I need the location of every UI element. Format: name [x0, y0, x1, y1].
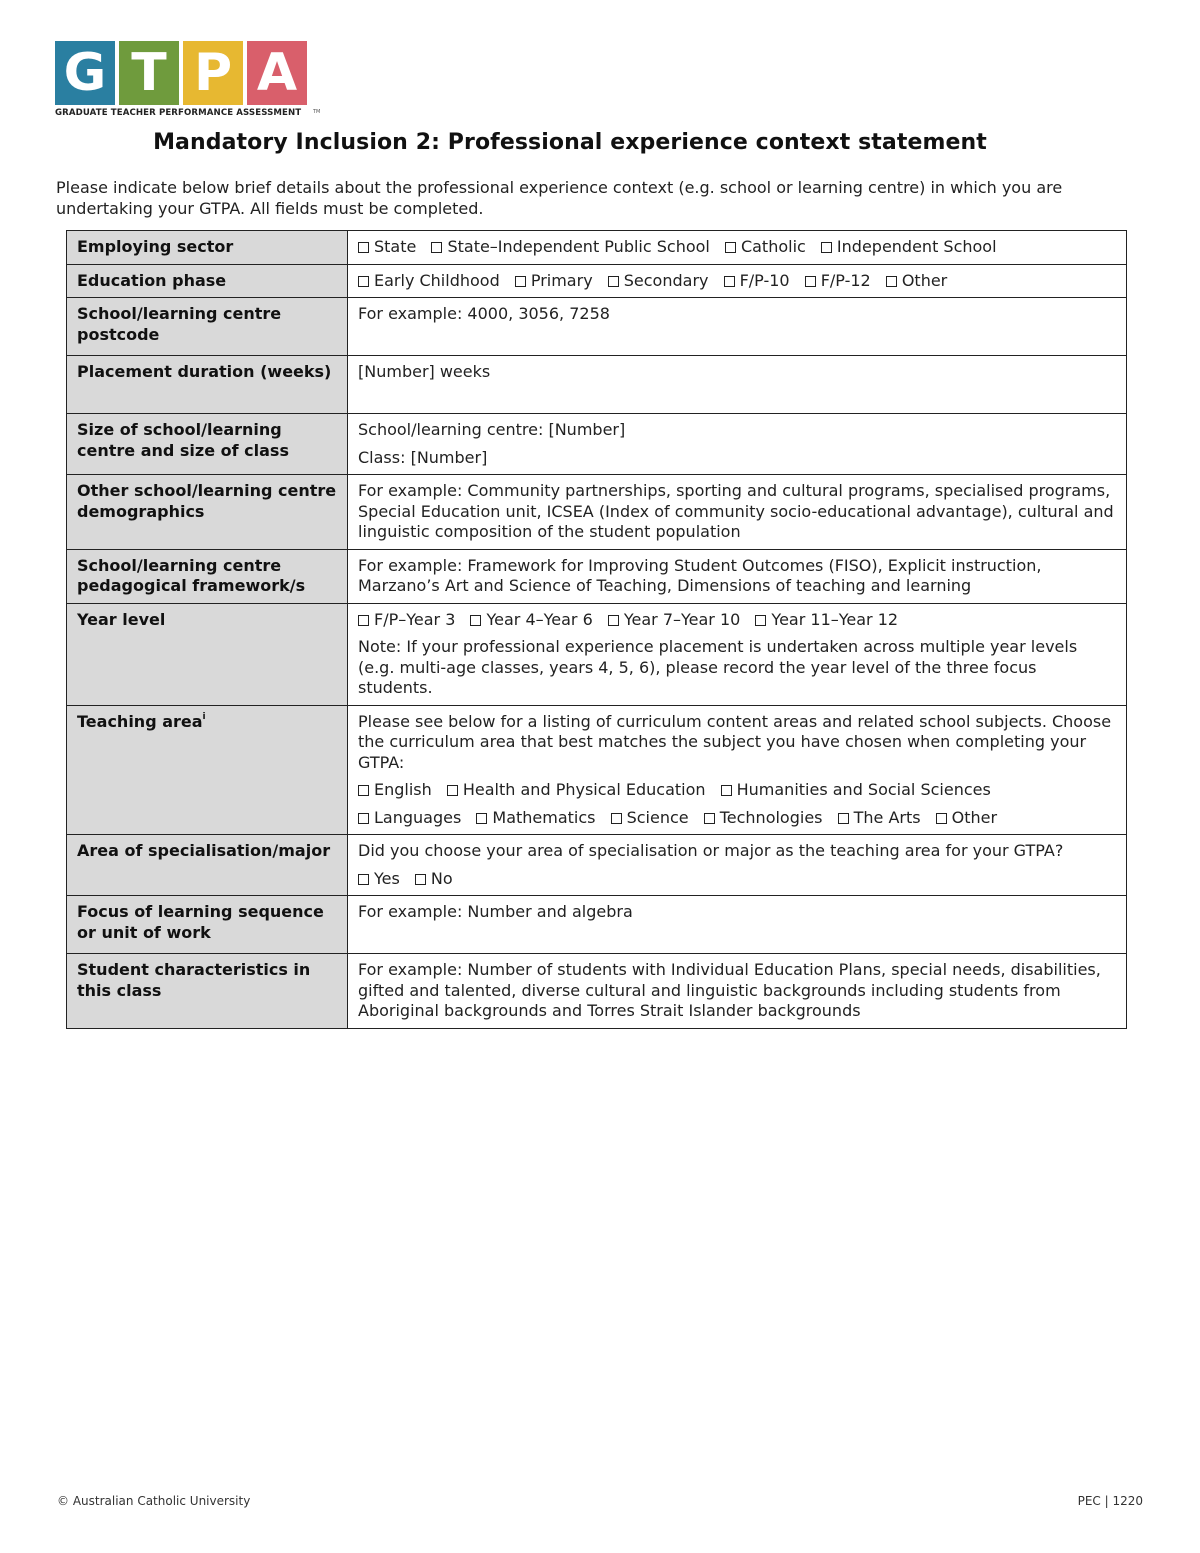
logo-subtitle: GRADUATE TEACHER PERFORMANCE ASSESSMENT: [55, 108, 302, 118]
checkbox-independent[interactable]: Independent School: [821, 237, 997, 258]
checkbox-year11-12[interactable]: Year 11–Year 12: [755, 610, 898, 631]
checkbox-icon: [470, 615, 481, 626]
duration-label: Placement duration (weeks): [67, 356, 348, 414]
checkbox-icon: [886, 276, 897, 287]
checkbox-languages[interactable]: Languages: [358, 808, 461, 829]
checkbox-english[interactable]: English: [358, 780, 432, 801]
size-school-text: School/learning centre: [Number]: [358, 420, 626, 439]
checkbox-fp10[interactable]: F/P-10: [724, 271, 790, 292]
gtpa-logo: [55, 41, 325, 121]
specialisation-label: Area of specialisation/major: [67, 835, 348, 896]
checkbox-no[interactable]: No: [415, 869, 453, 890]
teaching-area-options-row1: [358, 780, 1116, 801]
row-year-level: [67, 603, 1127, 705]
checkbox-icon: [608, 276, 619, 287]
checkbox-icon: [515, 276, 526, 287]
checkbox-icon: [415, 874, 426, 885]
logo-letter-g: G: [55, 41, 115, 105]
page-title: Mandatory Inclusion 2: Professional experience context statement: [153, 130, 987, 155]
footnote-marker: i: [202, 711, 206, 722]
demographics-label: Other school/learning centre demographics: [67, 475, 348, 550]
logo-letter-t: T: [119, 41, 179, 105]
checkbox-icon: [358, 242, 369, 253]
specialisation-options: [358, 869, 1116, 890]
footer-page-code: PEC | 1220: [1077, 1494, 1143, 1508]
row-postcode: [67, 298, 1127, 356]
year-level-label: Year level: [67, 603, 348, 705]
size-class-text: Class: [Number]: [358, 447, 488, 467]
teaching-area-text: Please see below for a listing of curriculum content areas and related school subjects. Choose the curriculum area that best matches the subject you have chosen when completing your GTPA:: [358, 711, 1112, 772]
checkbox-icon: [358, 785, 369, 796]
education-phase-options: [348, 264, 1127, 298]
checkbox-state-independent[interactable]: State–Independent Public School: [431, 237, 709, 258]
education-phase-label: Education phase: [67, 264, 348, 298]
pedagogical-label: School/learning centre pedagogical framework/s: [67, 549, 348, 603]
row-employing-sector: [67, 231, 1127, 265]
checkbox-primary[interactable]: Primary: [515, 271, 593, 292]
checkbox-state[interactable]: State: [358, 237, 416, 258]
checkbox-icon: [476, 813, 487, 824]
year-level-note: Note: If your professional experience placement is undertaken across multiple year levels (e.g. multi-age classes, years 4, 5, 6), please record the year level of the three focus students.: [358, 637, 1078, 697]
checkbox-icon: [936, 813, 947, 824]
checkbox-secondary[interactable]: Secondary: [608, 271, 709, 292]
checkbox-fp12[interactable]: F/P-12: [805, 271, 871, 292]
row-education-phase: [67, 264, 1127, 298]
checkbox-catholic[interactable]: Catholic: [725, 237, 806, 258]
row-size: [67, 414, 1127, 475]
size-label: Size of school/learning centre and size of class: [67, 414, 348, 475]
checkbox-mathematics[interactable]: Mathematics: [476, 808, 595, 829]
employing-sector-label: Employing sector: [67, 231, 348, 265]
checkbox-icon: [358, 874, 369, 885]
row-focus: [67, 896, 1127, 954]
checkbox-hpe[interactable]: Health and Physical Education: [447, 780, 706, 801]
row-characteristics: [67, 954, 1127, 1029]
teaching-area-label: Teaching area$^i$: [67, 705, 348, 835]
postcode-label: School/learning centre postcode: [67, 298, 348, 356]
postcode-field[interactable]: For example: 4000, 3056, 7258: [348, 298, 1127, 356]
year-level-options: [358, 610, 1116, 631]
checkbox-the-arts[interactable]: The Arts: [838, 808, 921, 829]
size-field[interactable]: [348, 414, 1127, 475]
year-level-field: [348, 603, 1127, 705]
checkbox-icon: [447, 785, 458, 796]
checkbox-icon: [704, 813, 715, 824]
checkbox-icon: [608, 615, 619, 626]
checkbox-icon: [805, 276, 816, 287]
focus-label: Focus of learning sequence or unit of work: [67, 896, 348, 954]
checkbox-science[interactable]: Science: [611, 808, 689, 829]
specialisation-question: Did you choose your area of specialisation or major as the teaching area for your GTPA?: [358, 841, 1064, 860]
duration-field[interactable]: [Number] weeks: [348, 356, 1127, 414]
checkbox-year4-6[interactable]: Year 4–Year 6: [470, 610, 592, 631]
checkbox-year7-10[interactable]: Year 7–Year 10: [608, 610, 740, 631]
checkbox-yes[interactable]: Yes: [358, 869, 400, 890]
teaching-area-options-row2: [358, 808, 1116, 829]
checkbox-icon: [838, 813, 849, 824]
checkbox-hass[interactable]: Humanities and Social Sciences: [721, 780, 991, 801]
row-pedagogical: [67, 549, 1127, 603]
checkbox-icon: [725, 242, 736, 253]
context-table: [66, 230, 1127, 1029]
checkbox-early-childhood[interactable]: Early Childhood: [358, 271, 500, 292]
teaching-area-field: [348, 705, 1127, 835]
checkbox-fp-year3[interactable]: F/P–Year 3: [358, 610, 455, 631]
checkbox-icon: [611, 813, 622, 824]
logo-tiles: [55, 41, 325, 105]
checkbox-icon: [358, 813, 369, 824]
logo-letter-a: A: [247, 41, 307, 105]
checkbox-icon: [358, 615, 369, 626]
row-specialisation: [67, 835, 1127, 896]
row-teaching-area: [67, 705, 1127, 835]
checkbox-icon: [724, 276, 735, 287]
checkbox-icon: [358, 276, 369, 287]
pedagogical-field[interactable]: For example: Framework for Improving Student Outcomes (FISO), Explicit instruction, Marzano’s Art and Science of Teaching, Dimensions of teaching and learning: [348, 549, 1127, 603]
specialisation-field: [348, 835, 1127, 896]
characteristics-field[interactable]: For example: Number of students with Individual Education Plans, special needs, disabilities, gifted and talented, diverse cultural and linguistic backgrounds including students from Aboriginal backgrounds and Torres Strait Islander backgrounds: [348, 954, 1127, 1029]
checkbox-other-area[interactable]: Other: [936, 808, 997, 829]
characteristics-label: Student characteristics in this class: [67, 954, 348, 1029]
demographics-field[interactable]: For example: Community partnerships, sporting and cultural programs, specialised programs, Special Education unit, ICSEA (Index of community socio-educational advantage), cultural and linguistic composition of the student population: [348, 475, 1127, 550]
checkbox-icon: [431, 242, 442, 253]
employing-sector-options: [348, 231, 1127, 265]
checkbox-icon: [821, 242, 832, 253]
logo-trademark: TM: [313, 109, 321, 115]
row-duration: [67, 356, 1127, 414]
intro-text: Please indicate below brief details about the professional experience context (e.g. school or learning centre) in which you are undertaking your GTPA. All fields must be completed.: [56, 178, 1063, 218]
logo-letter-p: P: [183, 41, 243, 105]
checkbox-other-phase[interactable]: Other: [886, 271, 947, 292]
checkbox-technologies[interactable]: Technologies: [704, 808, 823, 829]
checkbox-icon: [721, 785, 732, 796]
footer-copyright: © Australian Catholic University: [57, 1494, 251, 1508]
focus-field[interactable]: For example: Number and algebra: [348, 896, 1127, 954]
row-demographics: [67, 475, 1127, 550]
checkbox-icon: [755, 615, 766, 626]
